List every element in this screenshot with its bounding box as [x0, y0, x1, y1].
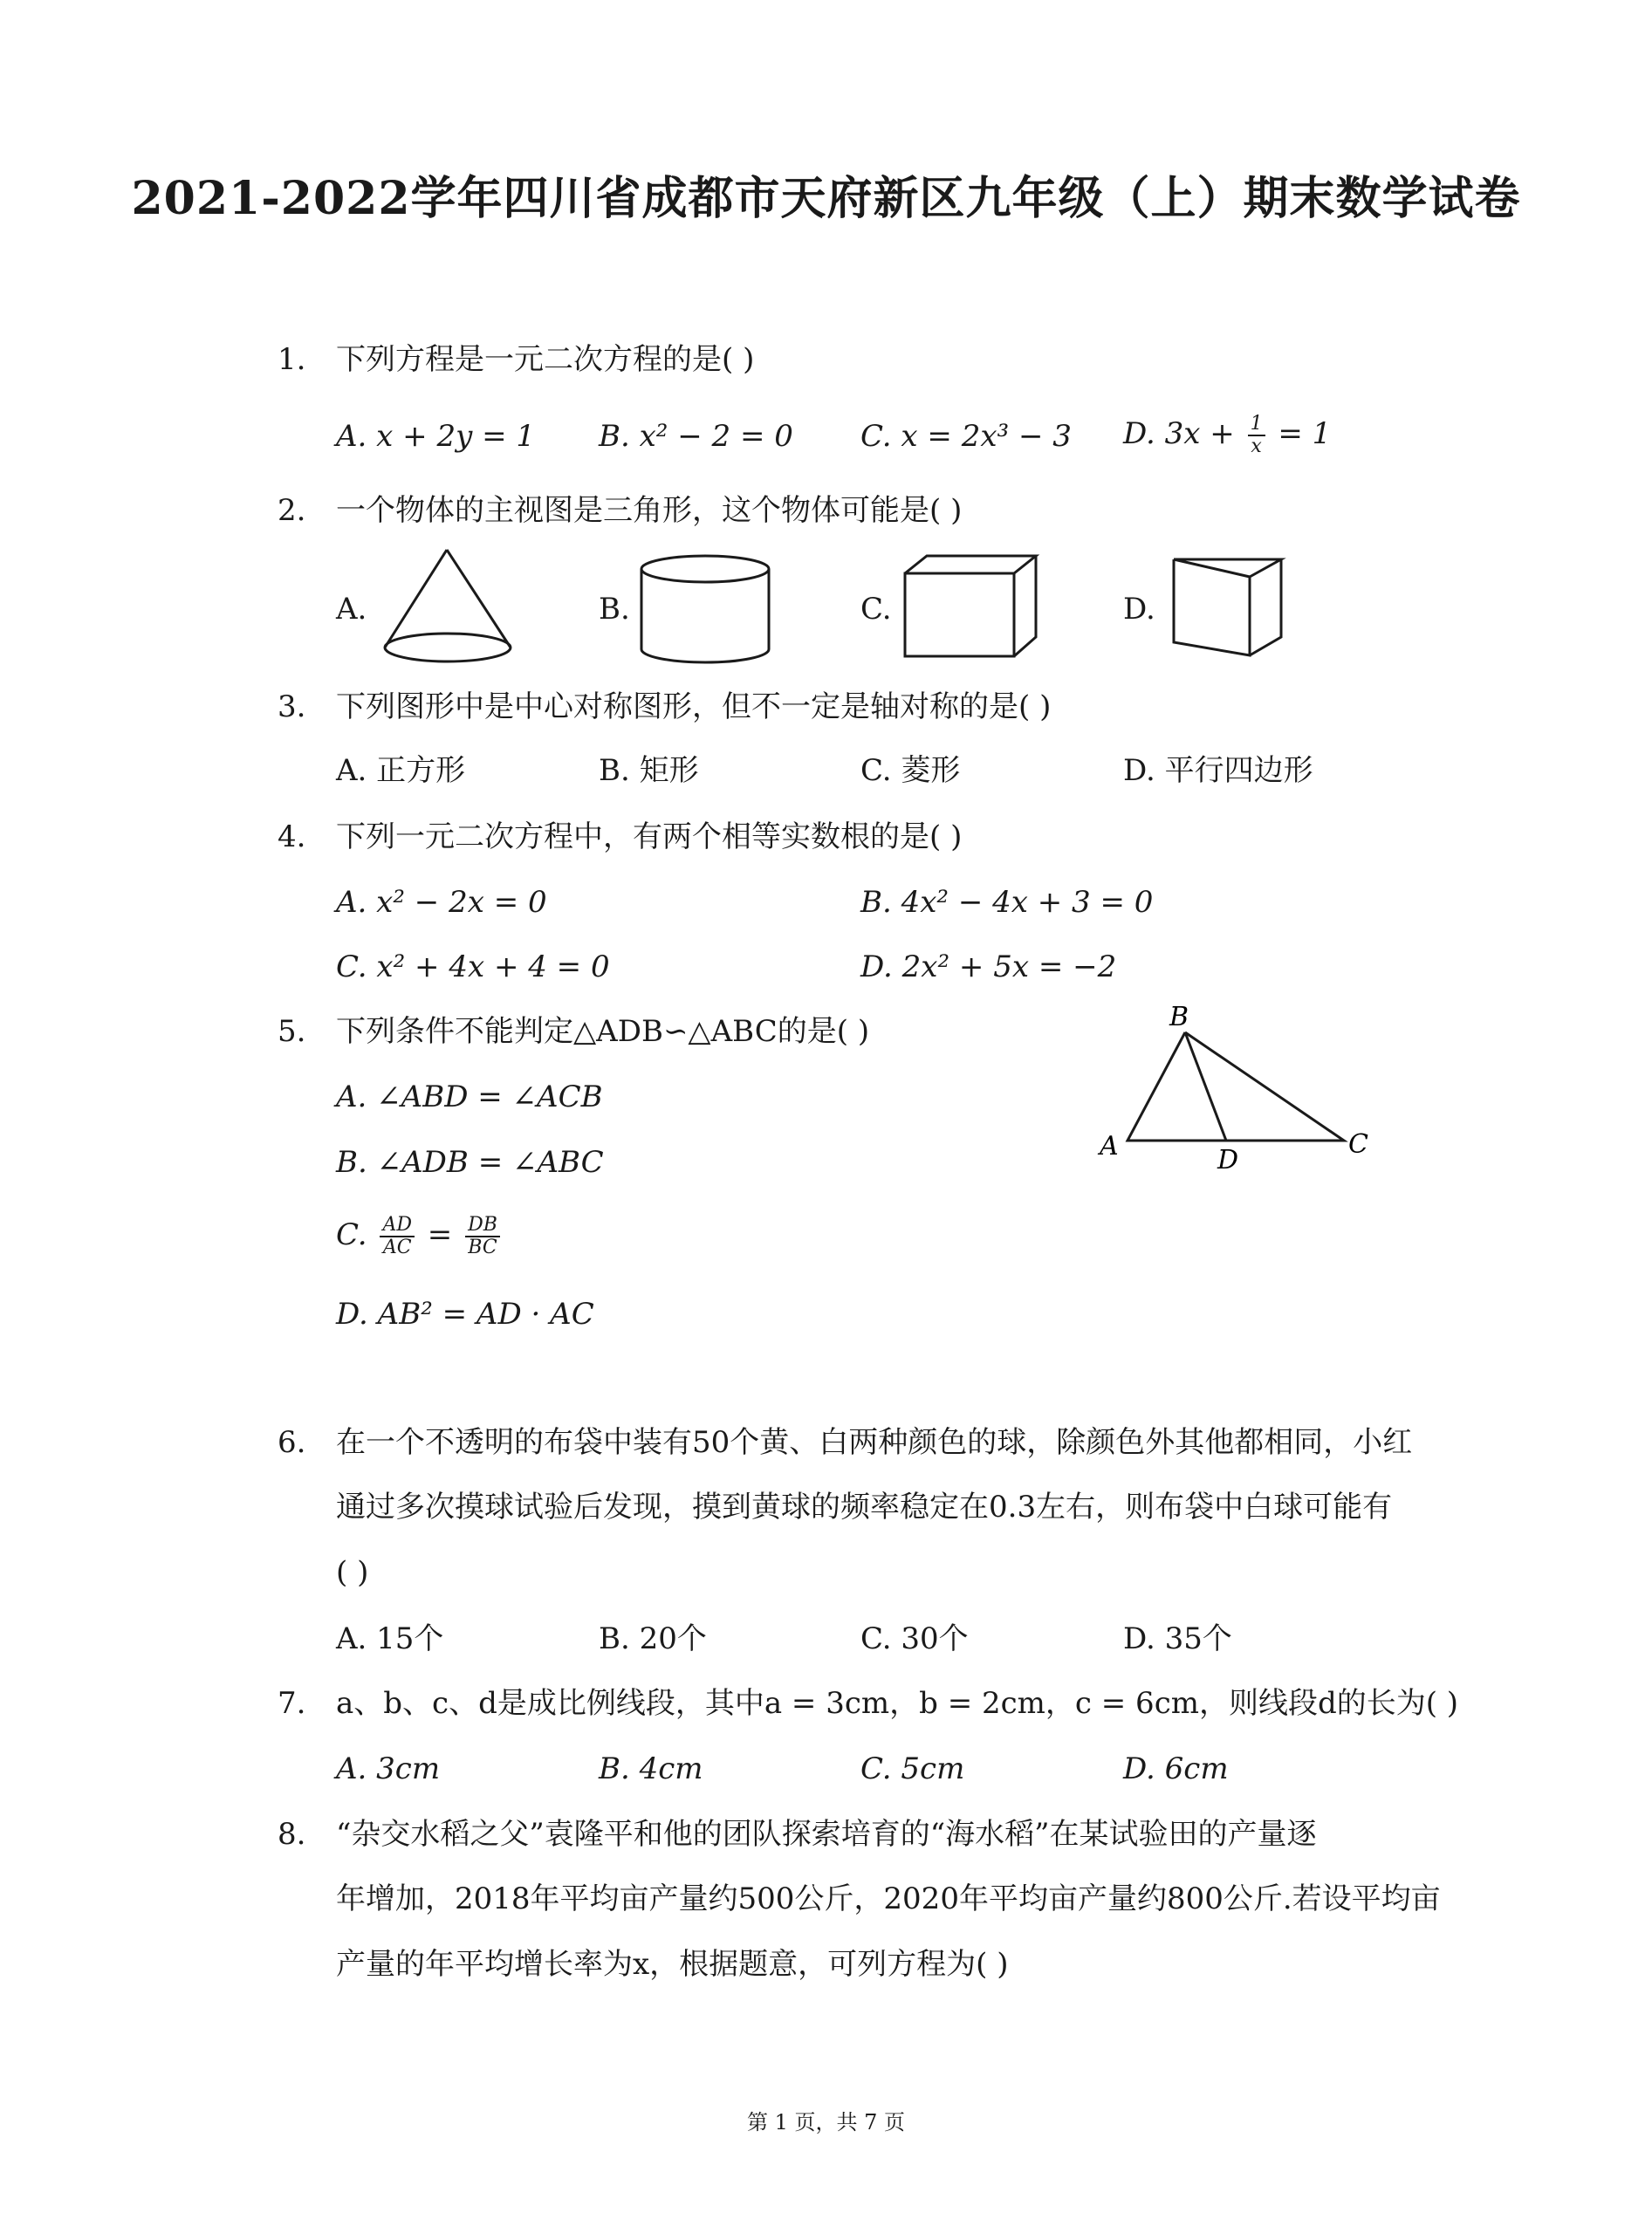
option-d: D. 6cm	[1123, 1751, 1229, 1786]
question-text: 下列一元二次方程中，有两个相等实数根的是( )	[336, 819, 963, 854]
option-c-label: C.	[336, 1217, 367, 1252]
page-title: 2021-2022学年四川省成都市天府新区九年级（上）期末数学试卷	[131, 172, 1521, 225]
question-text: 一个物体的主视图是三角形，这个物体可能是( )	[336, 493, 963, 528]
fraction-denominator: BC	[468, 1237, 497, 1258]
option-b: B. 矩形	[599, 753, 699, 788]
option-b: B. x² − 2 = 0	[599, 419, 793, 454]
option-b: B. ∠ADB = ∠ABC	[336, 1145, 604, 1180]
question-line: 年增加，2018年平均亩产量约500公斤，2020年平均亩产量约800公斤.若设平均亩	[336, 1881, 1441, 1916]
option-a: A. 3cm	[336, 1751, 441, 1786]
option-c: C.	[860, 592, 892, 627]
fraction-denominator: AC	[382, 1237, 412, 1258]
label-d: D	[1217, 1145, 1239, 1174]
fraction-numerator: AD	[380, 1215, 415, 1237]
option-a: A. x² − 2x = 0	[336, 885, 547, 920]
label-c: C	[1348, 1129, 1368, 1160]
option-c: C. x = 2x³ − 3	[860, 419, 1072, 454]
option-c: C. x² + 4x + 4 = 0	[336, 949, 610, 984]
option-d: D.	[1123, 592, 1155, 627]
cylinder-icon	[637, 552, 777, 669]
fraction	[1248, 414, 1265, 457]
option-d-label: D. 3x +	[1123, 416, 1235, 451]
question-number: 7.	[278, 1686, 306, 1721]
fraction-numerator: DB	[465, 1215, 500, 1237]
label-b: B	[1169, 1002, 1189, 1032]
fraction	[380, 1215, 415, 1258]
question-number: 2.	[278, 493, 306, 528]
option-b: B.	[599, 592, 630, 627]
option-c	[336, 1215, 504, 1258]
option-a: A. 15个	[336, 1621, 444, 1656]
option-b: B. 4x² − 4x + 3 = 0	[860, 885, 1154, 920]
fraction-denominator: x	[1251, 435, 1262, 457]
question-number: 8.	[278, 1817, 306, 1852]
question-number: 4.	[278, 819, 306, 854]
triangular-prism-icon	[1169, 555, 1287, 660]
option-d: D. AB² = AD · AC	[336, 1297, 594, 1332]
question-text: 下列方程是一元二次方程的是( )	[336, 342, 755, 377]
equals-sign: =	[427, 1217, 453, 1252]
question-text: a、b、c、d是成比例线段，其中a = 3cm，b = 2cm，c = 6cm，则线段d的长为( )	[336, 1686, 1459, 1721]
cone-icon	[380, 545, 519, 668]
question-number: 1.	[278, 342, 306, 377]
option-a: A.	[336, 592, 367, 627]
fraction-numerator: 1	[1248, 414, 1265, 436]
option-b: B. 4cm	[599, 1751, 703, 1786]
question-line: ( )	[336, 1555, 369, 1590]
option-a: A. ∠ABD = ∠ACB	[336, 1079, 603, 1114]
triangle-figure	[1091, 999, 1388, 1174]
option-c: C. 5cm	[860, 1751, 965, 1786]
option-d: D. 平行四边形	[1123, 753, 1313, 788]
option-c: C. 菱形	[860, 753, 961, 788]
page-footer: 第 1 页，共 7 页	[746, 2110, 906, 2135]
question-number: 6.	[278, 1425, 306, 1460]
question-line: “杂交水稻之父”袁隆平和他的团队探索培育的“海水稻”在某试验田的产量逐	[336, 1817, 1317, 1852]
option-a: A. 正方形	[336, 753, 466, 788]
question-text: 下列图形中是中心对称图形，但不一定是轴对称的是( )	[336, 689, 1052, 724]
option-a: A. x + 2y = 1	[336, 419, 536, 454]
label-a: A	[1100, 1131, 1119, 1162]
cuboid-icon	[901, 552, 1045, 661]
option-d: D. 2x² + 5x = −2	[860, 949, 1117, 984]
question-line: 在一个不透明的布袋中装有50个黄、白两种颜色的球，除颜色外其他都相同，小红	[336, 1425, 1413, 1460]
question-line: 通过多次摸球试验后发现，摸到黄球的频率稳定在0.3左右，则布袋中白球可能有	[336, 1490, 1393, 1525]
option-b: B. 20个	[599, 1621, 707, 1656]
question-number: 3.	[278, 689, 306, 724]
option-d-tail: = 1	[1278, 416, 1332, 451]
option-d: D. 35个	[1123, 1621, 1232, 1656]
fraction	[465, 1215, 500, 1258]
question-line: 产量的年平均增长率为x，根据题意，可列方程为( )	[336, 1947, 1009, 1982]
option-c: C. 30个	[860, 1621, 969, 1656]
option-d	[1123, 414, 1331, 457]
question-number: 5.	[278, 1014, 306, 1049]
question-text: 下列条件不能判定△ADB∽△ABC的是( )	[336, 1014, 870, 1049]
